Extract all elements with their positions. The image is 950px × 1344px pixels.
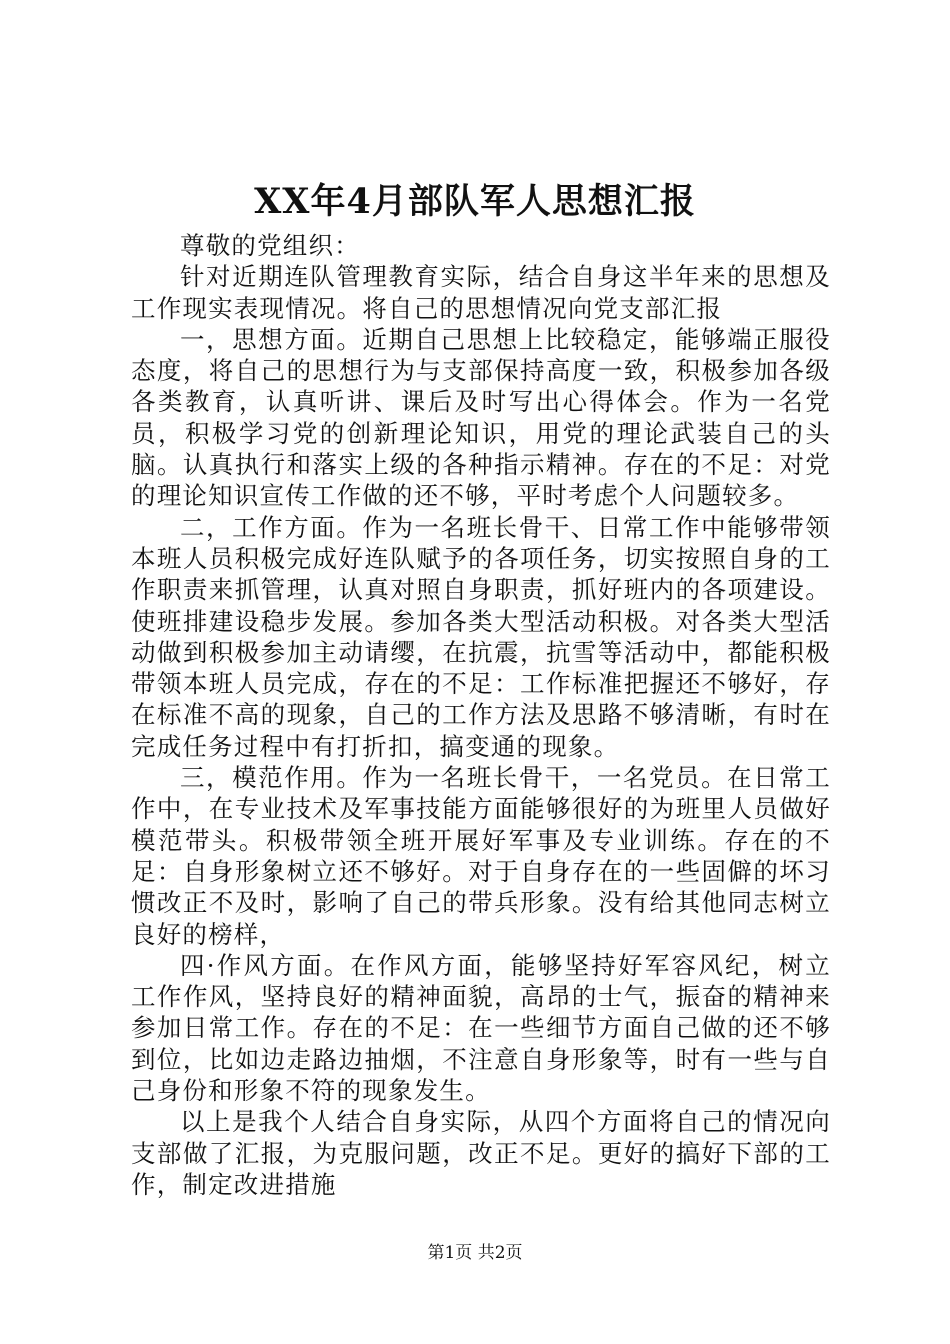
- paragraph-style: 四·作风方面。在作风方面，能够坚持好军容风纪，树立工作作风，坚持良好的精神面貌，高昂的士气，振奋的精神来参加日常工作。存在的不足：在一些细节方面自己做的还不够到位，比如边走路边抽烟，不注意自身形象等，时有一些与自己身份和形象不符的现象发生。: [131, 950, 831, 1106]
- paragraph-model-role: 三，模范作用。作为一名班长骨干，一名党员。在日常工作中，在专业技术及军事技能方面能够很好的为班里人员做好模范带头。积极带领全班开展好军事及专业训练。存在的不足：自身形象树立还不够好。对于自身存在的一些固僻的坏习惯改正不及时，影响了自己的带兵形象。没有给其他同志树立良好的榜样，: [131, 763, 831, 949]
- page-number-footer: 第1页 共2页: [427, 1243, 523, 1263]
- paragraph-intro: 针对近期连队管理教育实际，结合自身这半年来的思想及工作现实表现情况。将自己的思想情况向党支部汇报: [131, 262, 831, 323]
- paragraph-conclusion: 以上是我个人结合自身实际，从四个方面将自己的情况向支部做了汇报，为克服问题，改正不足。更好的搞好下部的工作，制定改进措施: [131, 1107, 831, 1199]
- paragraph-thought: 一，思想方面。近期自己思想上比较稳定，能够端正服役态度，将自己的思想行为与支部保持高度一致，积极参加各级各类教育，认真听讲、课后及时写出心得体会。作为一名党员，积极学习党的创新理论知识，用党的理论武装自己的头脑。认真执行和落实上级的各种指示精神。存在的不足：对党的理论知识宣传工作做的还不够，平时考虑个人问题较多。: [131, 324, 831, 511]
- document-title: XX年4月部队军人思想汇报: [254, 181, 696, 222]
- document-body: [131, 230, 831, 1200]
- salutation: 尊敬的党组织：: [180, 231, 360, 260]
- paragraph-work: 二，工作方面。作为一名班长骨干、日常工作中能够带领本班人员积极完成好连队赋予的各项任务，切实按照自身的工作职责来抓管理，认真对照自身职责，抓好班内的各项建设。使班排建设稳步发展。参加各类大型活动积极。对各类大型活动做到积极参加主动请缨，在抗震，抗雪等活动中，都能积极带领本班人员完成，存在的不足：工作标准把握还不够好，存在标准不高的现象，自己的工作方法及思路不够清晰，有时在完成任务过程中有打折扣，搞变通的现象。: [131, 512, 831, 761]
